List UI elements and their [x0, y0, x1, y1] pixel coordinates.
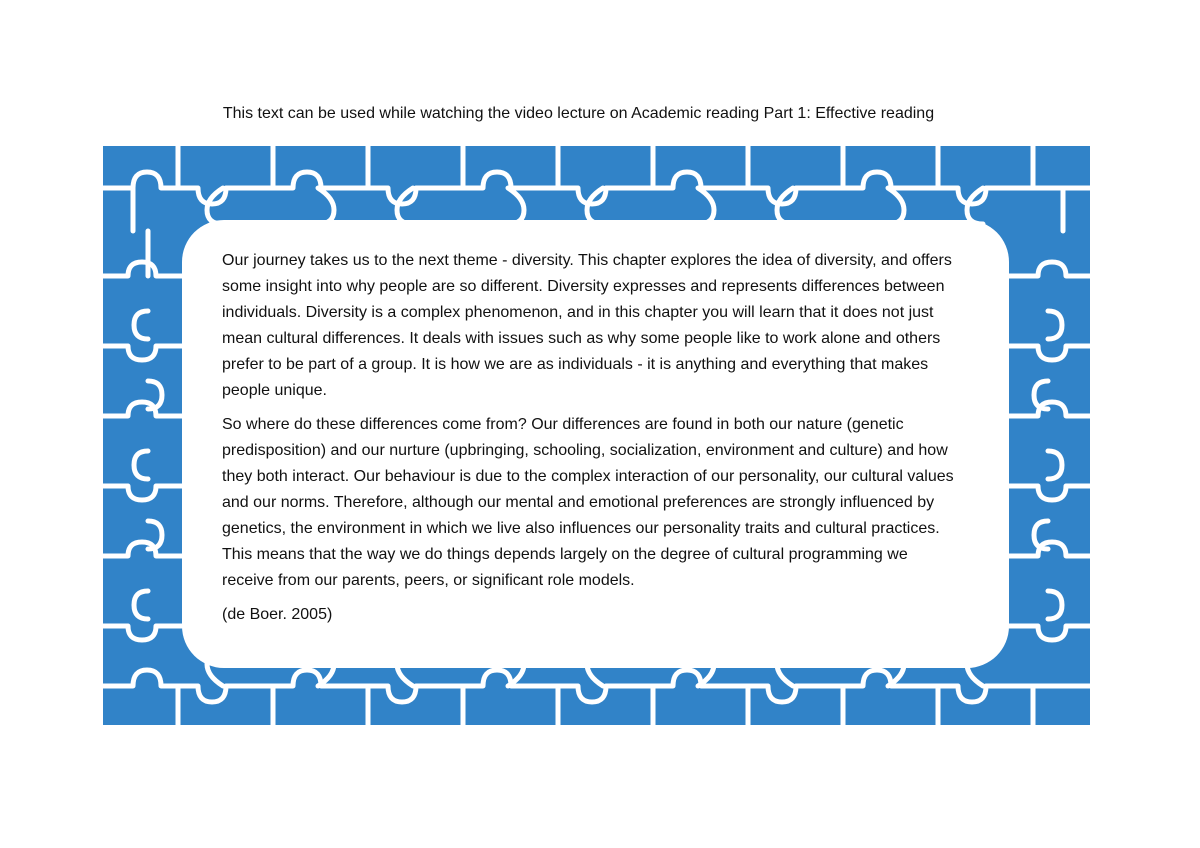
header-text: This text can be used while watching the video lecture on Academic reading Part 1: Effective reading: [222, 105, 935, 122]
body-text: [222, 248, 957, 636]
paragraph-1: Our journey takes us to the next theme - diversity. This chapter explores the idea of diversity, and offers some insight into why people are so different. Diversity expresses and represents differences between individuals. Diversity is a complex phenomenon, and in this chapter you will learn that it does not just mean cultural differences. It deals with issues such as why some people like to work alone and others prefer to be part of a group. It is how we are as individuals - it is anything and everything that makes people unique.: [222, 252, 952, 399]
paragraph-2: So where do these differences come from? Our differences are found in both our nature (genetic predisposition) and our nurture (upbringing, schooling, socialization, environment and culture) and how they both interact. Our behaviour is due to the complex interaction of our personality, our cultural values and our norms. Therefore, although our mental and emotional preferences are strongly influenced by genetics, the environment in which we live also influences our personality traits and cultural practices. This means that the way we do things depends largely on the degree of cultural programming we receive from our parents, peers, or significant role models.: [222, 416, 954, 589]
citation: (de Boer. 2005): [222, 606, 333, 623]
